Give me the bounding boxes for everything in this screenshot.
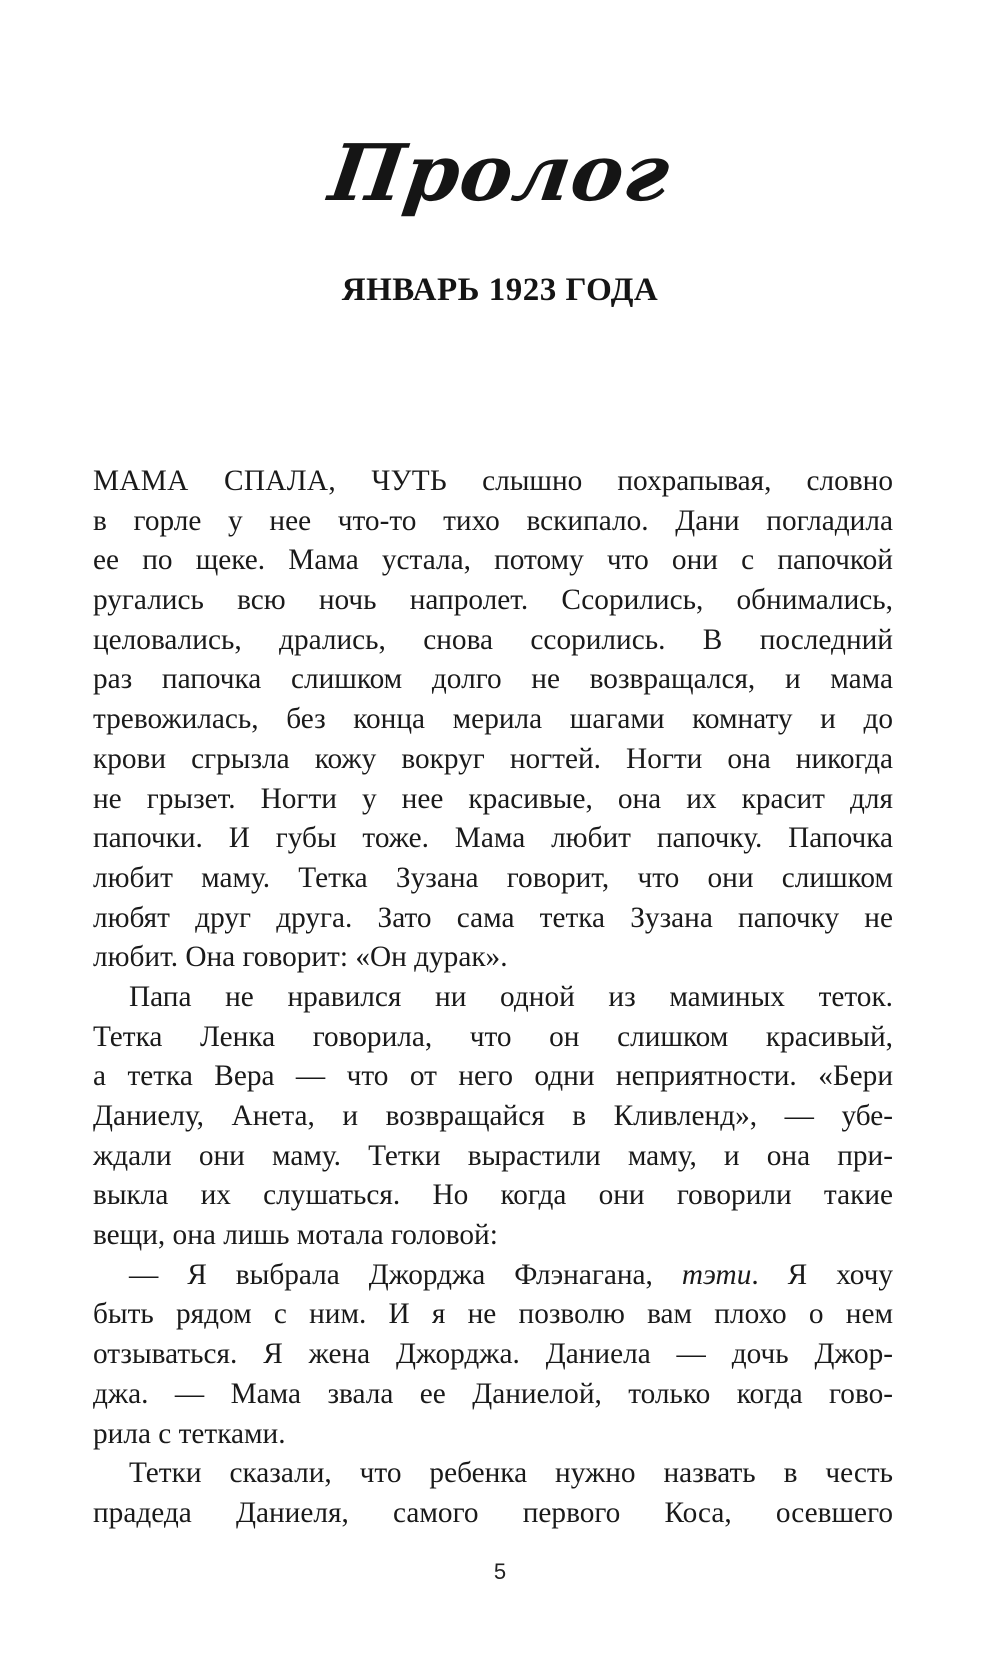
chapter-subtitle: ЯНВАРЬ 1923 ГОДА (341, 272, 659, 308)
text-line: крови сгрызла кожу вокруг ногтей. Ногти она никогда (93, 742, 893, 775)
text-line: целовались, дрались, снова ссорились. В последний (93, 623, 893, 656)
text-line: отзываться. Я жена Джорджа. Даниела — дочь Джор- (93, 1338, 893, 1371)
text-line: раз папочка слишком долго не возвращался, и мама (93, 663, 893, 696)
text-line: Папа не нравился ни одной из маминых теток. (129, 980, 893, 1013)
text-line: выкла их слушаться. Но когда они говорили такие (93, 1179, 893, 1212)
text-line: прадеда Даниеля, самого первого Коса, осевшего (93, 1496, 893, 1529)
text-line: не грызет. Ногти у нее красивые, она их красит для (93, 782, 893, 815)
italic-word: тэти (681, 1258, 752, 1291)
text-line: Даниелу, Анета, и возвращайся в Кливленд», — убе- (93, 1100, 893, 1132)
text-line: вещи, она лишь мотала головой: (93, 1219, 498, 1252)
chapter-title: Пролог (323, 128, 677, 219)
text-line: любит маму. Тетка Зузана говорит, что они слишком (93, 861, 893, 894)
text-fragment: слышно похрапывая, словно (447, 465, 893, 497)
text-line: в горле у нее что-то тихо вскипало. Дани погладила (93, 504, 893, 537)
text-line: любят друг друга. Зато сама тетка Зузана папочку не (93, 901, 893, 934)
text-line: папочки. И губы тоже. Мама любит папочку. Папочка (93, 822, 893, 855)
text-line: тревожилась, без конца мерила шагами комнату и до (93, 703, 893, 736)
text-line: а тетка Вера — что от него одни неприятности. «Бери (93, 1060, 893, 1093)
text-line: ругались всю ночь напролет. Ссорились, обнимались, (93, 584, 893, 617)
text-line: Тетки сказали, что ребенка нужно назвать в честь (129, 1457, 893, 1490)
text-line: ждали они маму. Тетки вырастили маму, и она при- (93, 1139, 893, 1172)
text-line: рила с тетками. (93, 1417, 286, 1450)
text-fragment: . Я хочу (751, 1258, 893, 1291)
page-number: 5 (493, 1559, 507, 1584)
text-line (93, 1256, 893, 1296)
text-fragment: — Я выбрала Джорджа Флэнагана, (129, 1258, 682, 1291)
text-line: быть рядом с ним. И я не позволю вам плохо о нем (93, 1298, 893, 1331)
text-line: Тетка Ленка говорила, что он слишком красивый, (93, 1020, 893, 1053)
text-line: джа. — Мама звала ее Даниелой, только когда гово- (93, 1377, 893, 1410)
text-line: ее по щеке. Мама устала, потому что они с папочкой (93, 544, 893, 577)
body-text (93, 462, 893, 1534)
text-line (93, 462, 893, 502)
text-line: любит. Она говорит: «Он дурак». (93, 941, 508, 974)
opening-caps: МАМА СПАЛА, ЧУТЬ (93, 465, 448, 497)
